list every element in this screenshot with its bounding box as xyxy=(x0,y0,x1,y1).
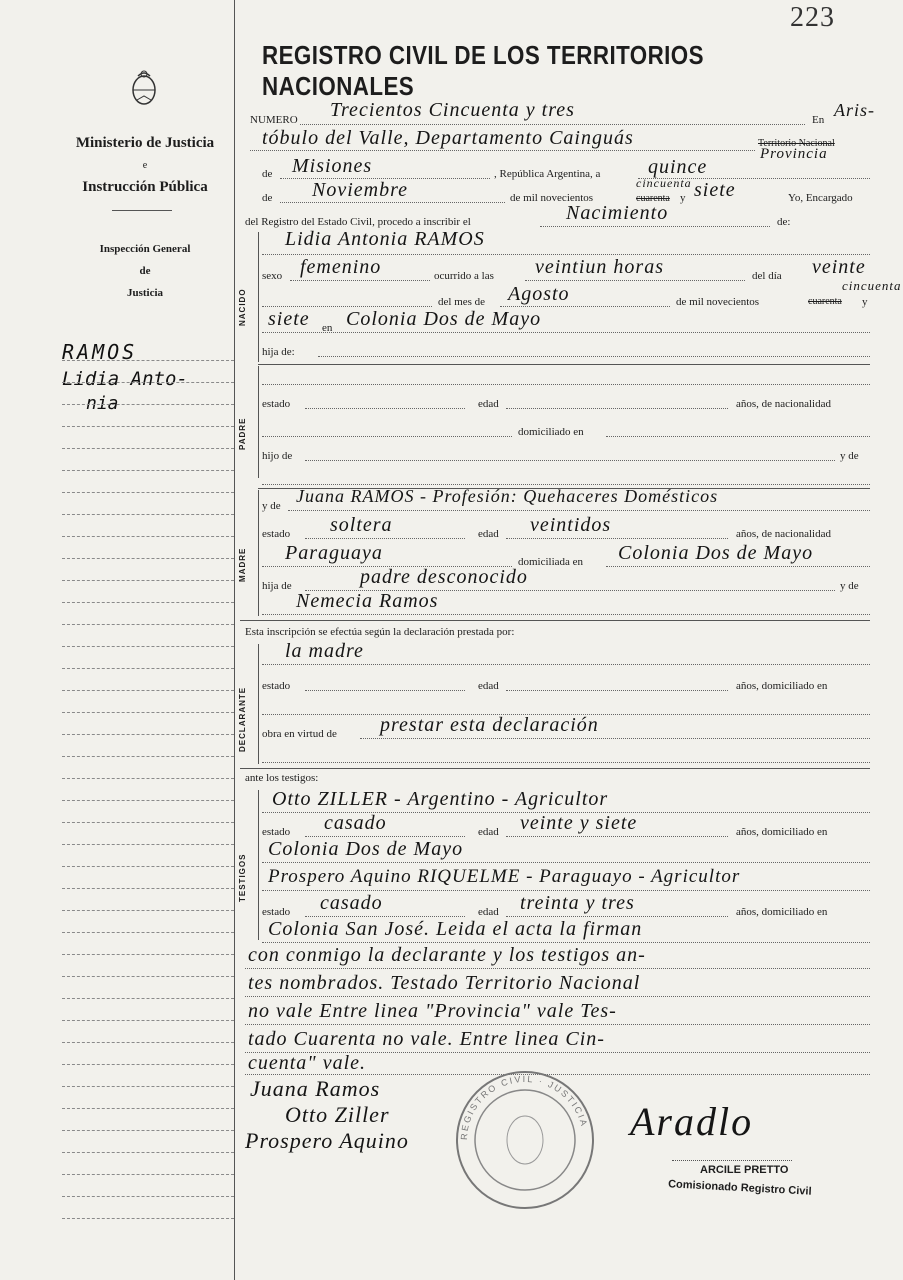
ministry-line-1: Ministerio de Justicia xyxy=(75,135,215,151)
padre-nac-line xyxy=(262,436,512,437)
testigos-section-label: TESTIGOS xyxy=(238,853,247,902)
padre-y-de-label: y de xyxy=(840,450,859,462)
margin-line xyxy=(62,426,234,427)
year-insert: cincuenta xyxy=(636,176,692,190)
declarante-obra-label: obra en virtud de xyxy=(262,728,337,740)
sexo-label: sexo xyxy=(262,270,283,282)
de3-label: de: xyxy=(777,216,791,228)
testigos-rule-top xyxy=(240,768,870,769)
madre-name-line xyxy=(288,510,870,511)
t2-estado-label: estado xyxy=(262,906,291,918)
margin-line xyxy=(62,448,234,449)
closing-line-2-rule xyxy=(245,996,870,997)
de1-value: Misiones xyxy=(292,155,373,177)
madre-name-value: Juana RAMOS - Profesión: Quehaceres Domésticos xyxy=(296,486,719,506)
nacido-name-value: Lidia Antonia RAMOS xyxy=(285,228,485,250)
territorio-label: Territorio Nacional xyxy=(758,138,835,149)
nacido-en-label: en xyxy=(322,322,333,334)
t2-edad-value: treinta y tres xyxy=(520,892,635,914)
margin-line xyxy=(62,1196,234,1197)
coat-of-arms-icon xyxy=(128,68,160,108)
margin-line xyxy=(62,492,234,493)
mes-line xyxy=(500,306,670,307)
year-value: siete xyxy=(694,179,736,201)
t1-dom-line xyxy=(262,862,870,863)
margin-line xyxy=(62,580,234,581)
month-line xyxy=(280,202,505,203)
madre-estado-label: estado xyxy=(262,528,291,540)
margin-line xyxy=(62,646,234,647)
t1-estado-value: casado xyxy=(324,812,387,834)
nacido-bracket xyxy=(258,232,259,362)
t1-edad-label: edad xyxy=(478,826,499,838)
margin-line xyxy=(62,536,234,537)
year-struck: cuarenta xyxy=(636,193,670,204)
act-line xyxy=(540,226,770,227)
nacido-place-line xyxy=(262,332,870,333)
margin-line xyxy=(62,888,234,889)
padre-dom-line xyxy=(606,436,870,437)
margin-line xyxy=(62,514,234,515)
margin-line xyxy=(62,360,234,361)
padre-rule-top xyxy=(258,364,870,365)
declarante-rule-top xyxy=(240,620,870,621)
day-value: quince xyxy=(648,156,708,178)
closing-line-4: tado Cuarenta no vale. Entre linea Cin- xyxy=(248,1028,605,1050)
madre-nacionalidad-value: Paraguaya xyxy=(285,542,383,564)
seal-text: REGISTRO CIVIL · JUSTICIA xyxy=(458,1073,590,1141)
margin-line xyxy=(62,910,234,911)
encargado-label: Yo, Encargado xyxy=(788,192,853,204)
declarante-intro-label: Esta inscripción se efectúa según la declaración prestada por: xyxy=(245,626,515,638)
margin-line xyxy=(62,1218,234,1219)
hija-line xyxy=(318,356,870,357)
svg-text:REGISTRO CIVIL · JUSTICIA xyxy=(459,1074,590,1140)
closing-line-2: tes nombrados. Testado Territorio Nacional xyxy=(248,972,641,994)
t1-domicilio-label: años, domiciliado en xyxy=(736,826,828,838)
margin-line xyxy=(62,558,234,559)
nacido-year-struck: cuarenta xyxy=(808,296,842,307)
margin-line xyxy=(62,998,234,999)
margin-line xyxy=(62,866,234,867)
margin-line xyxy=(62,712,234,713)
numero-line xyxy=(300,124,805,125)
padre-estado-line xyxy=(305,408,465,409)
numero-label: NUMERO xyxy=(250,114,298,126)
inspection-line-2: de xyxy=(139,265,151,277)
padre-hijo-label: hijo de xyxy=(262,450,293,462)
madre-estado-line xyxy=(305,538,465,539)
declarante-bracket xyxy=(258,644,259,764)
margin-line xyxy=(62,1042,234,1043)
t1-name-value: Otto ZILLER - Argentino - Agricultor xyxy=(272,788,609,810)
margin-surname: RAMOS xyxy=(62,340,138,364)
page-number: 223 xyxy=(790,2,835,33)
t2-domicilio-value: Colonia San José. Leida el acta la firman xyxy=(268,918,643,940)
nacido-hija-label: hija de: xyxy=(262,346,295,358)
margin-line xyxy=(62,778,234,779)
closing-line-5: cuenta" vale. xyxy=(248,1052,367,1074)
testigos-intro-label: ante los testigos: xyxy=(245,772,319,784)
margin-line xyxy=(62,932,234,933)
padre-bracket xyxy=(258,366,259,478)
dia-label: del día xyxy=(752,270,782,282)
place-value: tóbulo del Valle, Departamento Cainguás xyxy=(262,127,634,149)
nacido-section-label: NACIDO xyxy=(238,288,247,326)
month-value: Noviembre xyxy=(312,179,409,201)
numero-value: Trecientos Cincuenta y tres xyxy=(330,99,575,121)
margin-line xyxy=(62,404,234,405)
margin-line xyxy=(62,1020,234,1021)
signature-witness-2: Prospero Aquino xyxy=(245,1128,409,1153)
margin-line xyxy=(62,624,234,625)
margin-line xyxy=(62,1086,234,1087)
t1-edad-value: veinte y siete xyxy=(520,812,638,834)
declarante-edad-line xyxy=(506,690,728,691)
t2-dom-line xyxy=(262,942,870,943)
year-label: de mil novecientos xyxy=(510,192,594,204)
margin-name-end: nia xyxy=(86,393,119,414)
margin-line xyxy=(62,954,234,955)
nacido-year-y: y xyxy=(862,296,868,308)
mes-label: del mes de xyxy=(438,296,486,308)
official-seal-icon xyxy=(450,1068,600,1213)
en-label: En xyxy=(812,114,825,126)
madre-domicilio-label: domiciliada en xyxy=(518,556,584,568)
place-line xyxy=(250,150,755,151)
republica-label: , República Argentina, a xyxy=(494,168,601,180)
t2-estado-value: casado xyxy=(320,892,383,914)
margin-line xyxy=(62,1130,234,1131)
margin-line xyxy=(62,800,234,801)
padre-name-line xyxy=(262,384,870,385)
madre-nacionalidad-label: años, de nacionalidad xyxy=(736,528,831,540)
declarante-obra-value: prestar esta declaración xyxy=(380,714,599,736)
sexo-value: femenino xyxy=(300,256,382,278)
nacido-place-value: Colonia Dos de Mayo xyxy=(346,308,542,330)
de1-label: de xyxy=(262,168,273,180)
declarante-domicilio-label: años, domiciliado en xyxy=(736,680,828,692)
nacido-name-line xyxy=(262,254,870,255)
nacido-year-insert: cincuenta xyxy=(842,278,902,293)
declarante-name-line xyxy=(262,664,870,665)
testigos-bracket xyxy=(258,790,259,940)
padre-nacionalidad-label: años, de nacionalidad xyxy=(736,398,831,410)
margin-line xyxy=(62,470,234,471)
madre-hija-label: hija de xyxy=(262,580,292,592)
madre-abuela-value: Nemecia Ramos xyxy=(296,590,439,612)
declarante-estado-label: estado xyxy=(262,680,291,692)
margin-line xyxy=(62,1174,234,1175)
ministry-line-2: Instrucción Pública xyxy=(82,179,208,195)
madre-y-de-label: y de xyxy=(262,500,281,512)
t1-domicilio-value: Colonia Dos de Mayo xyxy=(268,838,464,860)
madre-dom-line xyxy=(606,566,870,567)
margin-line xyxy=(62,844,234,845)
declarante-estado-line xyxy=(305,690,465,691)
madre-bracket xyxy=(258,490,259,616)
hour-line xyxy=(525,280,745,281)
margin-rule xyxy=(234,0,235,1280)
padre-edad-label: edad xyxy=(478,398,499,410)
margin-line xyxy=(62,1064,234,1065)
margin-line xyxy=(62,382,234,383)
year-y: y xyxy=(680,192,686,204)
t2-edad-line xyxy=(506,916,728,917)
t2-estado-line xyxy=(305,916,465,917)
t2-name-value: Prospero Aquino RIQUELME - Paraguayo - Agricultor xyxy=(268,866,741,887)
declarante-obra-line xyxy=(360,738,870,739)
inspection-line-1: Inspección General xyxy=(99,243,191,255)
padre-end-line xyxy=(262,484,870,485)
closing-line-1: con conmigo la declarante y los testigos an- xyxy=(248,944,646,966)
ministry-divider xyxy=(112,210,172,211)
registro-label: del Registro del Estado Civil, procedo a inscribir el xyxy=(245,216,471,228)
declarante-end-line xyxy=(262,762,870,763)
margin-line xyxy=(62,1152,234,1153)
madre-edad-value: veintidos xyxy=(530,514,612,536)
document-title: REGISTRO CIVIL DE LOS TERRITORIOS NACIONALES xyxy=(262,40,704,101)
margin-line xyxy=(62,756,234,757)
official-sig-line xyxy=(672,1160,792,1161)
signature-mother: Juana Ramos xyxy=(250,1076,381,1101)
signature-witness-1: Otto Ziller xyxy=(285,1102,390,1127)
margin-line xyxy=(62,668,234,669)
margin-name-line: Lidia Anto- xyxy=(62,368,188,390)
official-name: ARCILE PRETTO xyxy=(700,1164,789,1176)
inspection-line-3: Justicia xyxy=(126,287,164,299)
nacido-day-value: veinte xyxy=(812,256,866,278)
t2-edad-label: edad xyxy=(478,906,499,918)
hour-value: veintiun horas xyxy=(535,256,664,278)
madre-estado-value: soltera xyxy=(330,514,393,536)
t1-edad-line xyxy=(506,836,728,837)
declarante-section-label: DECLARANTE xyxy=(238,686,247,752)
closing-line-3-rule xyxy=(245,1024,870,1025)
inspection-block xyxy=(75,238,215,304)
closing-line-3: no vale Entre linea "Provincia" vale Tes- xyxy=(248,1000,617,1022)
padre-edad-line xyxy=(506,408,728,409)
en-value: Aris- xyxy=(834,100,875,120)
madre-edad-label: edad xyxy=(478,528,499,540)
padre-estado-label: estado xyxy=(262,398,291,410)
de2-label: de xyxy=(262,192,273,204)
t1-estado-label: estado xyxy=(262,826,291,838)
declarante-name-value: la madre xyxy=(285,640,364,662)
official-title: Comisionado Registro Civil xyxy=(667,1178,812,1198)
closing-line-1-rule xyxy=(245,968,870,969)
declarante-edad-label: edad xyxy=(478,680,499,692)
margin-line xyxy=(62,602,234,603)
t1-estado-line xyxy=(305,836,465,837)
madre-hija-value: padre desconocido xyxy=(360,566,528,588)
t2-name-line xyxy=(262,890,870,891)
margin-line xyxy=(62,822,234,823)
padre-hijo-line xyxy=(305,460,835,461)
madre-abuela-line xyxy=(262,614,870,615)
ocurrido-label: ocurrido a las xyxy=(434,270,494,282)
nacido-year-value: siete xyxy=(268,308,310,330)
madre-domicilio-value: Colonia Dos de Mayo xyxy=(618,542,814,564)
madre-edad-line xyxy=(506,538,728,539)
official-signature: Aradlo xyxy=(630,1099,754,1144)
nacido-month-value: Agosto xyxy=(508,283,570,305)
t2-domicilio-label: años, domiciliado en xyxy=(736,906,828,918)
madre-y-de-label-2: y de xyxy=(840,580,859,592)
provincia-insert: Provincia xyxy=(760,146,828,162)
madre-section-label: MADRE xyxy=(238,547,247,582)
ministry-and: e xyxy=(142,160,148,171)
padre-domicilio-label: domiciliado en xyxy=(518,426,584,438)
sexo-line xyxy=(290,280,430,281)
nacido-year-label: de mil novecientos xyxy=(676,296,760,308)
mes-pre-line xyxy=(262,306,432,307)
margin-line xyxy=(62,690,234,691)
margin-line xyxy=(62,734,234,735)
padre-section-label: PADRE xyxy=(238,417,247,450)
margin-line xyxy=(62,1108,234,1109)
margin-line xyxy=(62,976,234,977)
act-value: Nacimiento xyxy=(566,202,669,224)
